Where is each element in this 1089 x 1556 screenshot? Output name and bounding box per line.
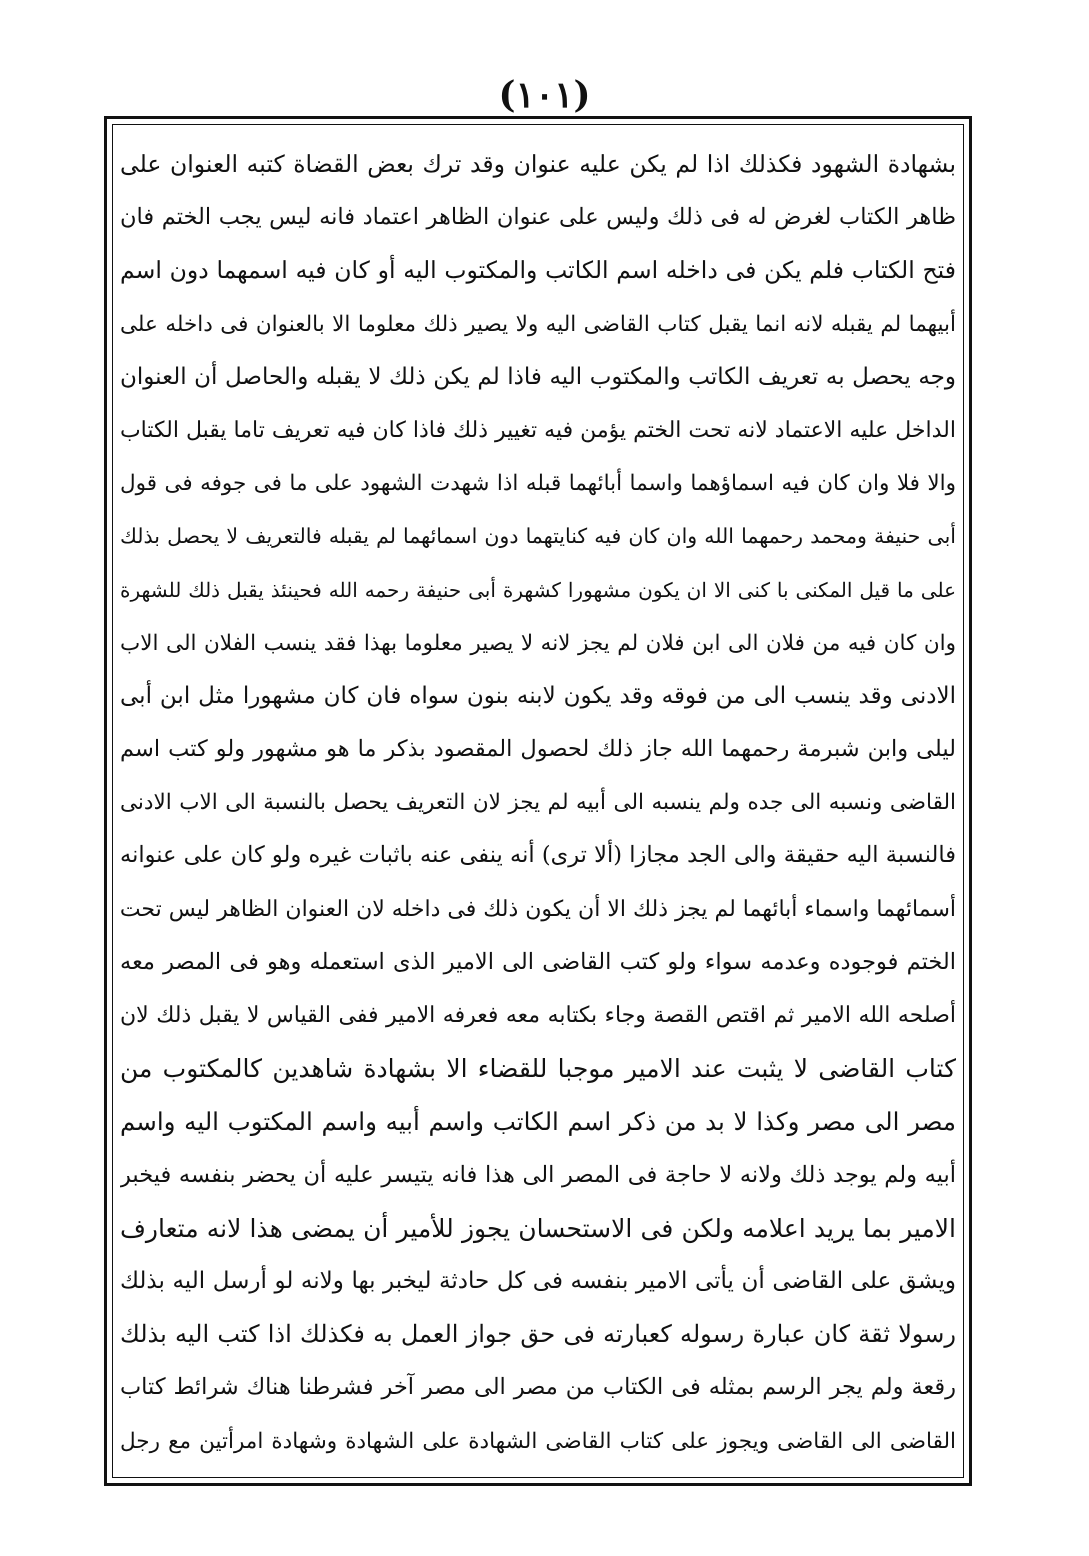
text-line: أبى حنيفة ومحمد رحمهما الله وان كان فيه كنايتهما دون اسمائهما لم يقبله فالتعريف لا يحصل بذلك [120,524,956,549]
text-line: رسولا ثقة كان عبارة رسوله كعبارته فى حق جواز العمل به فكذلك اذا كتب اليه بذلك [120,1320,956,1349]
text-line: وان كان فيه من فلان الى ابن فلان لم يجز لانه لا يصير معلوما بهذا فقد ينسب الفلان الى الاب [120,630,956,656]
text-line: كتاب القاضى لا يثبت عند الامير موجبا للقضاء الا بشهادة شاهدين كالمكتوب من [120,1054,956,1084]
text-line: والا فلا وان كان فيه اسماؤهما واسما أبائهما قبله اذا شهدت الشهود على ما فى جوفه فى قول [120,471,956,497]
text-line: ويشق على القاضى أن يأتى الامير بنفسه فى كل حادثة ليخبر بها ولانه لو أرسل اليه بذلك [120,1267,956,1294]
text-line: رقعة ولم يجر الرسم بمثله فى الكتاب من مصر الى مصر آخر فشرطنا هناك شرائط كتاب [120,1374,956,1401]
text-line: القاضى الى القاضى ويجوز على كتاب القاضى الشهادة على الشهادة وشهادة امرأتين مع رجل [120,1428,956,1454]
text-line: الادنى وقد ينسب الى من فوقه وقد يكون لابنه بنون سواه فان كان مشهورا مثل ابن أبى [120,682,956,709]
text-line: أسمائهما واسماء أبائهما لم يجز ذلك الا أن يكون ذلك فى داخله لان العنوان الظاهر ليس تحت [120,896,956,922]
text-line: أبيهما لم يقبله لانه انما يقبل كتاب القاضى اليه ولا يصير ذلك معلوما الا بالعنوان فى داخله على [120,311,956,337]
text-line: القاضى ونسبه الى جده ولم ينسبه الى أبيه لم يجز لان التعريف يحصل بالنسبة الى الاب الادنى [120,790,956,816]
text-line: الختم فوجوده وعدمه سواء ولو كتب القاضى الى الامير الذى استعمله وهو فى المصر معه [120,948,956,975]
text-line: فالنسبة اليه حقيقة والى الجد مجازا (ألا ترى) أنه ينفى عنه باثبات غيره ولو كان على عنوانه [120,842,956,869]
text-body [120,138,956,1468]
page-number: (١٠١) [498,74,591,116]
text-line: ليلى وابن شبرمة رحمهما الله جاز ذلك لحصول المقصود بذكر ما هو مشهور ولو كتب اسم [120,736,956,763]
text-line: أبيه ولم يوجد ذلك ولانه لا حاجة فى المصر الى هذا فانه يتيسر عليه أن يحضر بنفسه فيخبر [120,1161,956,1188]
text-line: فتح الكتاب فلم يكن فى داخله اسم الكاتب والمكتوب اليه أو كان فيه اسمهما دون اسم [120,256,956,285]
text-line: مصر الى مصر وكذا لا بد من ذكر اسم الكاتب واسم أبيه واسم المكتوب اليه واسم [120,1107,956,1137]
text-line: وجه يحصل به تعريف الكاتب والمكتوب اليه فاذا لم يكن ذلك لا يقبله والحاصل أن العنوان [120,363,956,390]
text-line: ظاهر الكتاب لغرض له فى ذلك وليس على عنوان الظاهر اعتماد فانه ليس يجب الختم فان [120,204,956,231]
text-line: على ما قيل المكنى با كنى الا ان يكون مشهورا كشهرة أبى حنيفة رحمه الله فحينئذ يقبل ذلك للشهرة [120,577,956,602]
text-line: الداخل عليه الاعتماد لانه تحت الختم يؤمن فيه تغيير ذلك فاذا كان فيه تعريف تاما يقبل الكتاب [120,417,956,443]
text-line: الامير بما يريد اعلامه ولكن فى الاستحسان يجوز للأمير أن يمضى هذا لانه متعارف [120,1213,956,1243]
text-line: بشهادة الشهود فكذلك اذا لم يكن عليه عنوان وقد ترك بعض القضاة كتبه العنوان على [120,150,956,178]
text-line: أصلحه الله الامير ثم اقتص القصة وجاء بكتابه معه فعرفه الامير ففى القياس لا يقبل ذلك لان [120,1003,956,1028]
